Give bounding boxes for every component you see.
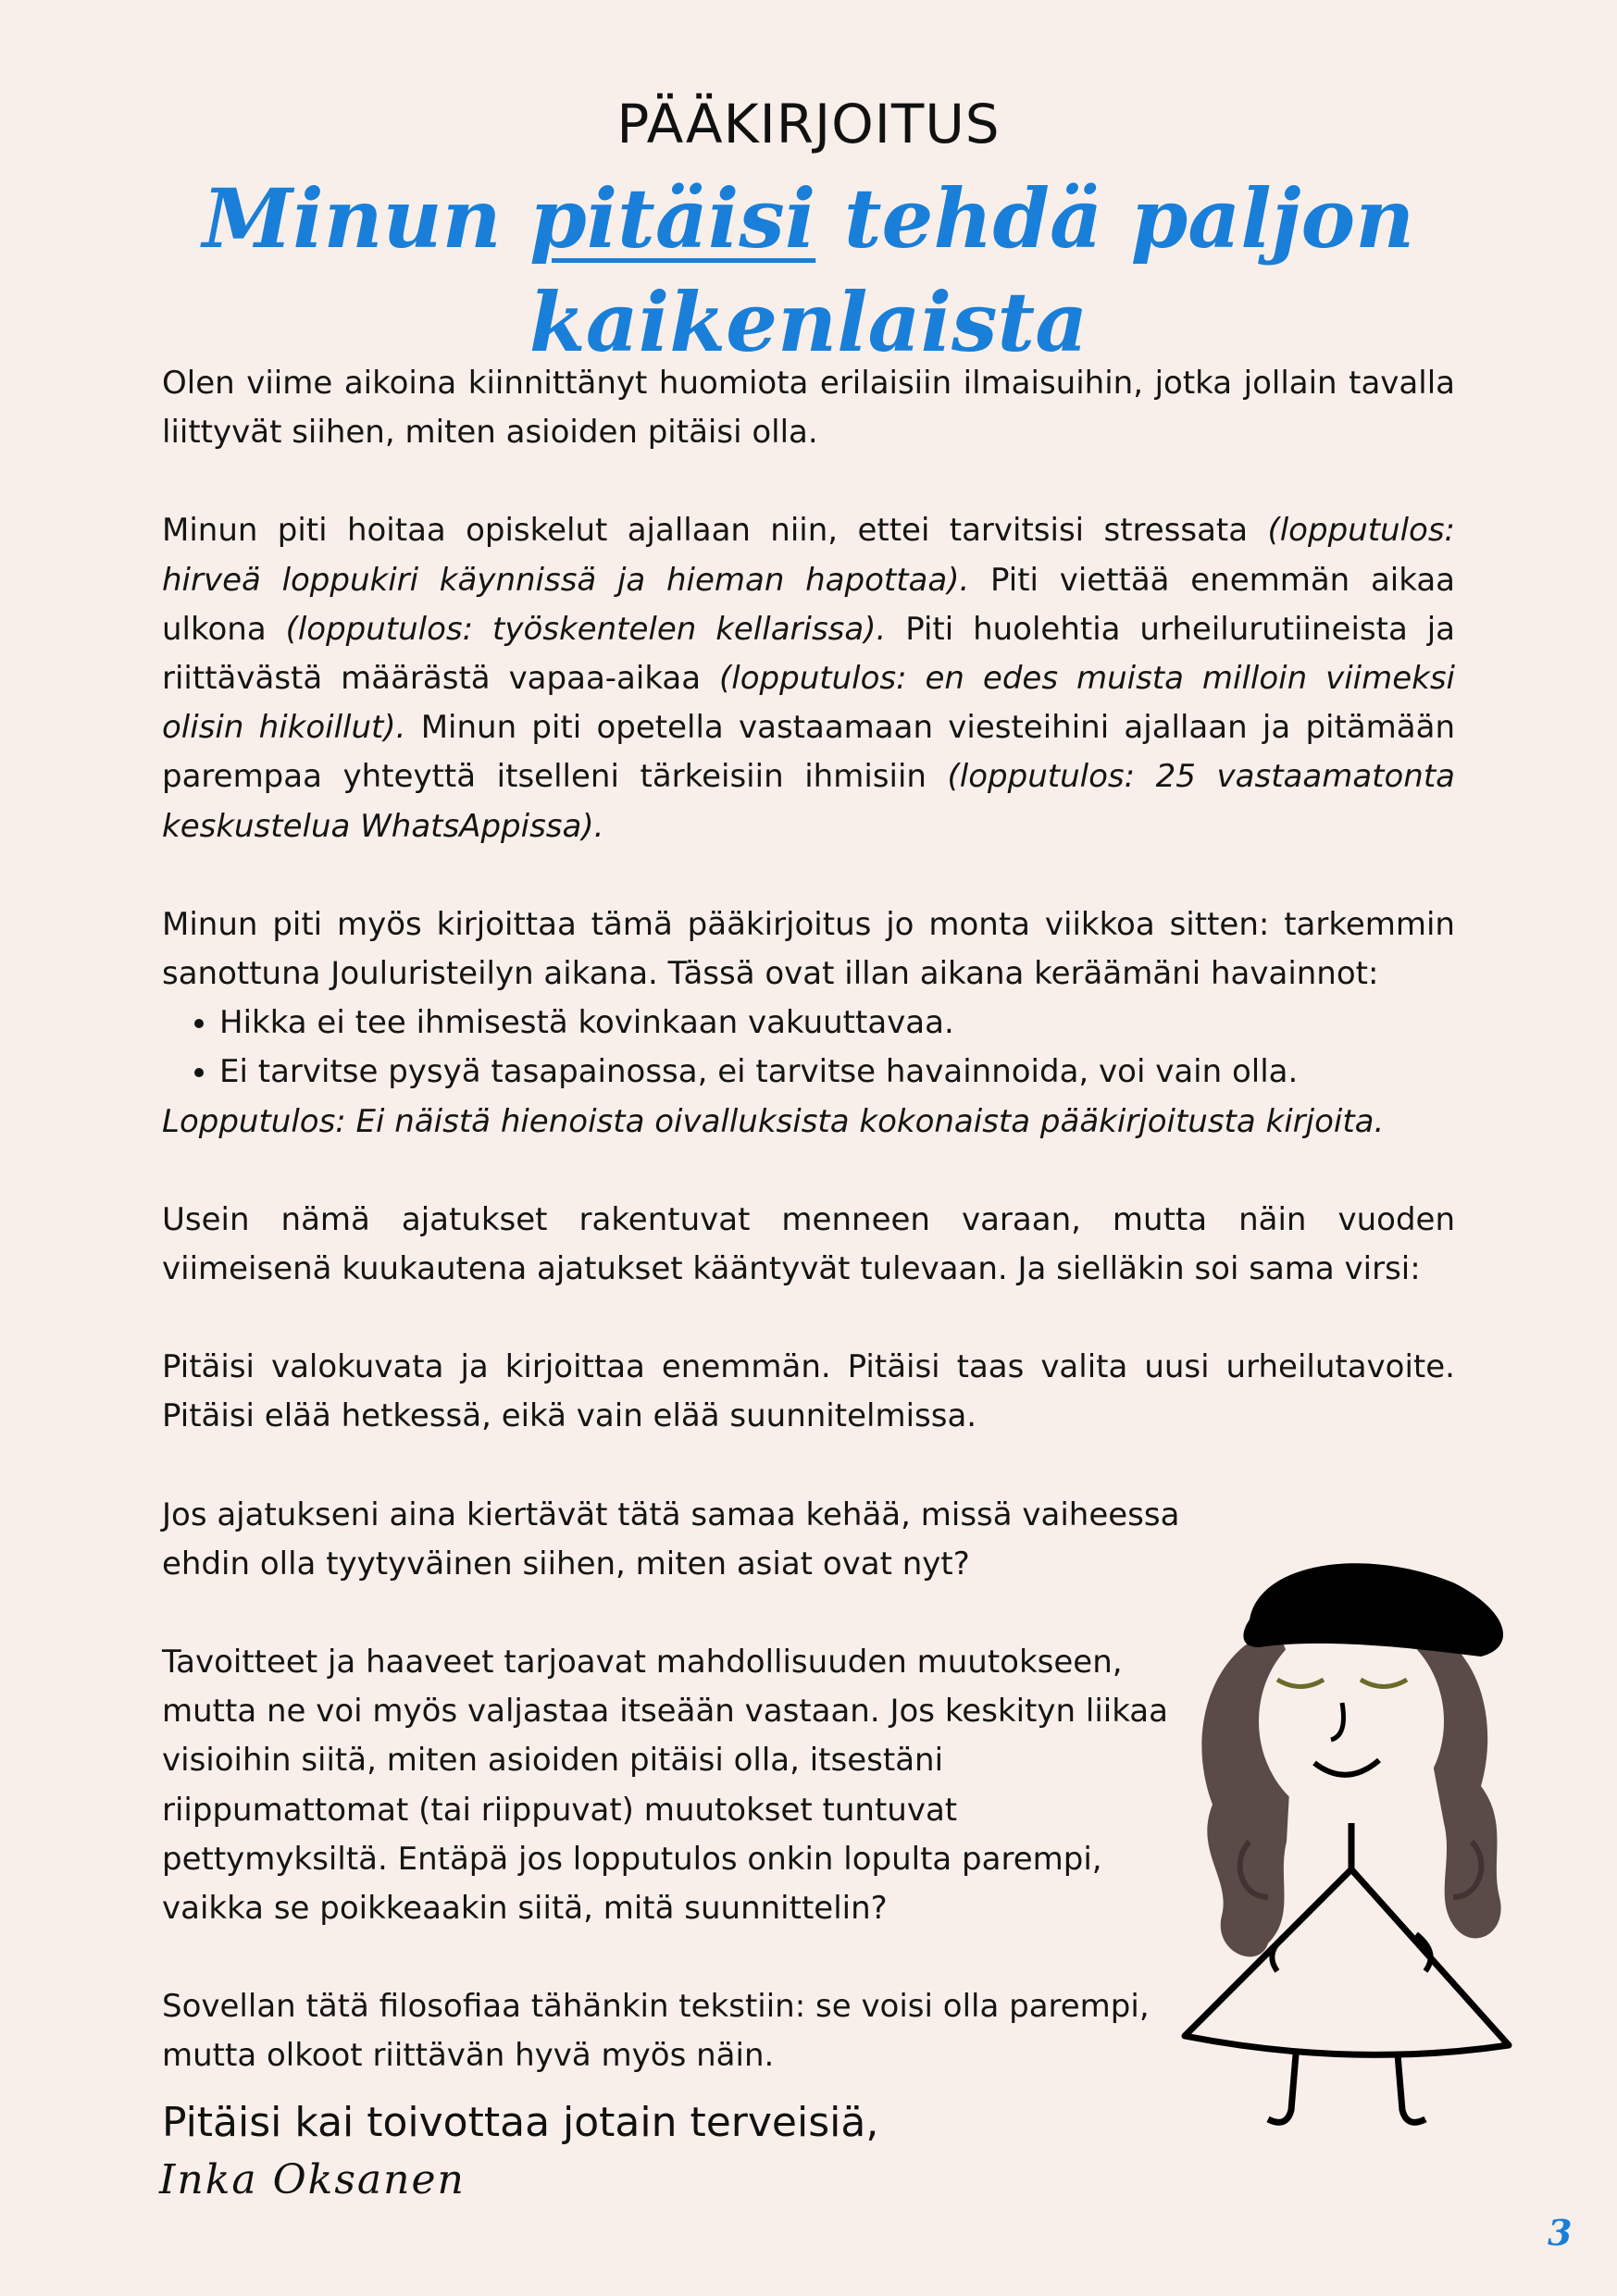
paragraph-2 (162, 506, 1455, 850)
p2-aside-2: (lopputulos: työskentelen kellarissa). (285, 610, 887, 648)
page-title (0, 167, 1617, 374)
list-item: • Ei tarvitse pysyä tasapainossa, ei tarvitse havainnoida, voi vain olla. (219, 1048, 1455, 1097)
beret-shape (1243, 1563, 1503, 1657)
paragraph-8: Sovellan tätä filosofiaa tähänkin tekstiin: se voisi olla parempi, mutta olkoot riittävän hyvä myös näin. (162, 1988, 1150, 2075)
result-text: Lopputulos: Ei näistä hienoista oivalluksista kokonaista pääkirjoitusta kirjoita. (162, 1102, 1385, 1140)
signature: Inka Oksanen (159, 2156, 466, 2203)
paragraph-3-result (162, 1098, 1455, 1147)
p2-aside-1: (lopputulos: hirveä loppukiri käynnissä ja hieman hapottaa). (162, 512, 1455, 599)
p2-text-g: Minun piti opetella vastaamaan viesteihini ajallaan ja pitämään parempaa yhteyttä itselleni tärkeisiin ihmisiin (162, 709, 1455, 796)
section-kicker: PÄÄKIRJOITUS (616, 93, 1001, 155)
p2-aside-4: (lopputulos: 25 vastaamatonta keskustelua WhatsAppissa). (162, 758, 1456, 845)
paragraph-7: Tavoitteet ja haaveet tarjoavat mahdollisuuden muutokseen, mutta ne voi myös valjastaa itseään vastaan. Jos keskityn liikaa visioihin siitä, miten asioiden pitäisi olla, itsestäni riippumattomat (tai riippuvat) muutokset tuntuvat pettymyksiltä. Entäpä jos lopputulos onkin lopulta parempi, vaikka se poikkeaakin siitä, mitä suunnittelin? (162, 1644, 1168, 1928)
title-underlined-word: pitäisi (529, 170, 816, 267)
title-line-2: kaikenlaista (529, 274, 1088, 370)
legs (1268, 2054, 1425, 2122)
paragraph-4: Usein nämä ajatukset rakentuvat menneen varaan, mutta näin vuoden viimeisenä kuukautena ajatukset kääntyvät tulevaan. Ja sielläkin soi sama virsi: (162, 1200, 1455, 1288)
paragraph-5: Pitäisi valokuvata ja kirjoittaa enemmän. Pitäisi taas valita uusi urheilutavoite. Pitäisi elää hetkessä, eikä vain elää suunnitelmissa. (162, 1348, 1455, 1435)
paragraph-1: Olen viime aikoina kiinnittänyt huomiota erilaisiin ilmaisuihin, jotka jollain tavalla liittyvät siihen, miten asioiden pitäisi olla. (162, 365, 1455, 452)
paragraph-6: Jos ajatukseni aina kiertävät tätä samaa kehää, missä vaiheessa ehdin olla tyytyväinen siihen, miten asiat ovat nyt? (162, 1496, 1180, 1582)
observations-list (162, 999, 1455, 1097)
page-number: 3 (1548, 2212, 1573, 2253)
p2-aside-3: (lopputulos: en edes muista milloin viimeksi olisin hikoillut). (162, 660, 1455, 747)
p2-text-c: Piti viettää enemmän aikaa ulkona (162, 561, 1455, 648)
title-part-1: Minun (202, 170, 530, 267)
list-item: • Hikka ei tee ihmisestä kovinkaan vakuuttavaa. (219, 999, 1455, 1048)
closing-greeting: Pitäisi kai toivottaa jotain terveisiä, (162, 2099, 879, 2146)
p2-text-e: Piti huolehtia urheilurutiineista ja riittävästä määrästä vapaa-aikaa (162, 610, 1455, 698)
paragraph-3: Minun piti myös kirjoittaa tämä pääkirjoitus jo monta viikkoa sitten: tarkemmin sanottuna Jouluristeilyn aikana. Tässä ovat illan aikana keräämäni havainnot: (162, 905, 1455, 993)
girl-illustration (1175, 1545, 1527, 2138)
p2-text-a: Minun piti hoitaa opiskelut ajallaan niin, ettei tarvitsisi stressata (162, 512, 1268, 550)
face (1259, 1620, 1444, 1823)
title-part-2: tehdä paljon (815, 170, 1415, 267)
